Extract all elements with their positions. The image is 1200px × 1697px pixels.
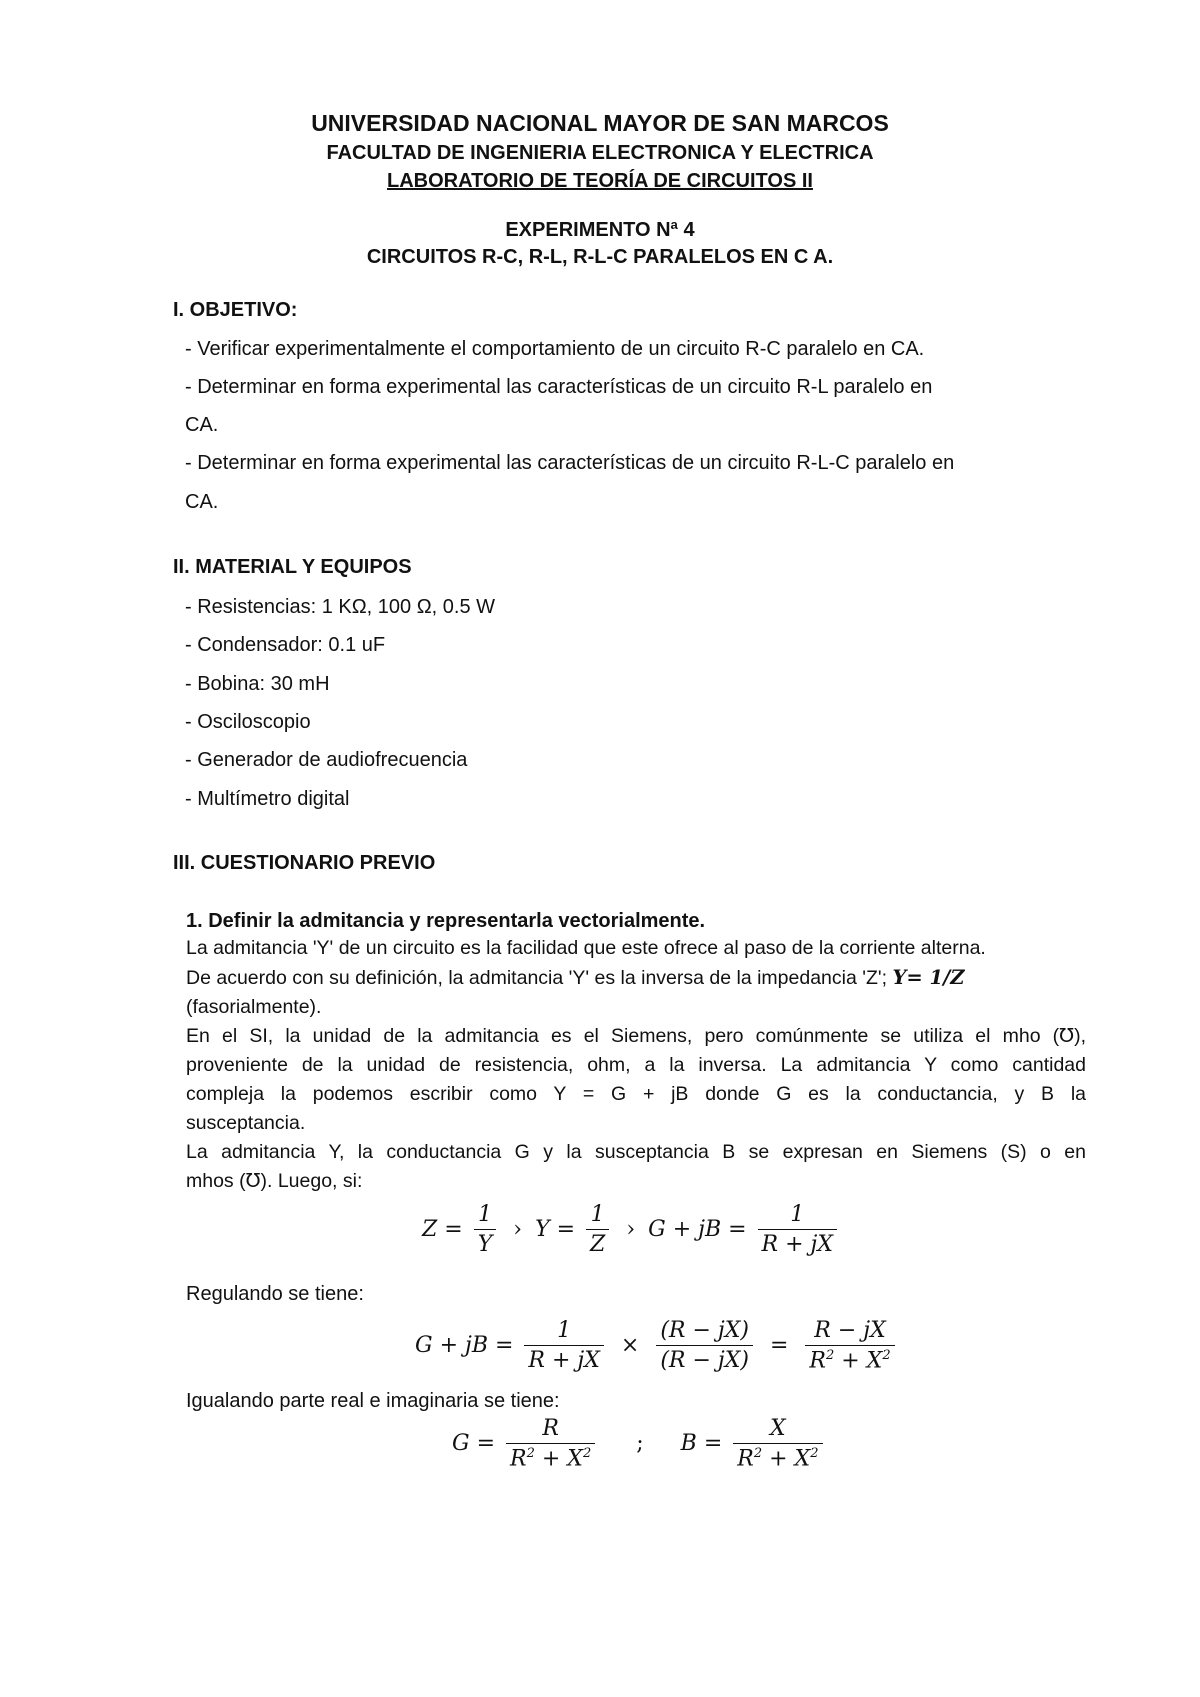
paragraph-line: (fasorialmente). [186, 996, 322, 1018]
experiment-number: EXPERIMENTO Nª 4 [505, 219, 695, 241]
material-heading: II. MATERIAL Y EQUIPOS [173, 556, 412, 578]
formula-term: G + jB = [415, 1333, 514, 1359]
formula-term: Y = [535, 1217, 576, 1242]
fraction [733, 1416, 822, 1471]
numerator: 1 [590, 1202, 605, 1227]
formula-term: Z = [422, 1217, 463, 1242]
material-item: - Generador de audiofrecuencia [185, 749, 468, 771]
denominator: R + jX [524, 1345, 603, 1373]
question-1-title: 1. Definir la admitancia y representarla vectorialmente. [186, 910, 706, 932]
paragraph-line [186, 963, 1086, 993]
numerator: R − jX [814, 1318, 886, 1343]
paragraph-line: susceptancia. [186, 1112, 306, 1134]
university-title: UNIVERSIDAD NACIONAL MAYOR DE SAN MARCOS [311, 110, 889, 136]
denominator [805, 1345, 894, 1373]
objetivo-item: - Verificar experimentalmente el comportamiento de un circuito R-C paralelo en CA. [185, 338, 925, 360]
material-item: - Condensador: 0.1 uF [185, 634, 386, 656]
denominator-term: + X [834, 1348, 883, 1374]
inline-formula: Y= 1/Z [892, 966, 965, 989]
equals-sign: = [769, 1333, 789, 1359]
numerator: R [542, 1416, 559, 1441]
material-item: - Osciloscopio [185, 711, 311, 733]
formula-term: B = [680, 1431, 723, 1457]
numerator: (R − jX) [660, 1318, 749, 1344]
fraction [474, 1202, 497, 1257]
objetivo-item: - Determinar en forma experimental las características de un circuito R-L-C paralelo en [185, 452, 955, 474]
fraction [805, 1318, 894, 1373]
denominator [733, 1443, 822, 1471]
denominator: (R − jX) [656, 1345, 753, 1373]
experiment-topic: CIRCUITOS R-C, R-L, R-L-C PARALELOS EN C A. [366, 246, 834, 268]
exponent: 2 [582, 1446, 592, 1461]
objetivo-item: CA. [185, 491, 219, 513]
formula-g-b [452, 1416, 827, 1471]
material-item: - Multímetro digital [185, 788, 350, 810]
denominator-term: R [737, 1446, 754, 1472]
paragraph-line: compleja la podemos escribir como Y = G + jB donde G es la conductancia, y B la [186, 1083, 1086, 1105]
denominator: Z [586, 1229, 609, 1257]
paragraph-line: proveniente de la unidad de resistencia, ohm, a la inversa. La admitancia Y como cantidad [186, 1054, 1086, 1076]
implies-arrow: › [626, 1217, 636, 1242]
denominator-term: + X [534, 1446, 583, 1472]
numerator: X [770, 1416, 786, 1441]
igualando-text: Igualando parte real e imaginaria se tiene: [186, 1390, 560, 1412]
formula-term: G = [452, 1431, 496, 1457]
times-sign: × [620, 1333, 640, 1359]
numerator: 1 [790, 1202, 805, 1227]
lab-title: LABORATORIO DE TEORÍA DE CIRCUITOS II [387, 170, 813, 192]
objetivo-item: - Determinar en forma experimental las características de un circuito R-L paralelo en [185, 376, 933, 398]
cuestionario-heading: III. CUESTIONARIO PREVIO [173, 852, 436, 874]
numerator: 1 [557, 1318, 572, 1344]
fraction [758, 1202, 837, 1257]
separator: ; [636, 1431, 644, 1457]
paragraph-line: La admitancia Y, la conductancia G y la susceptancia B se expresan en Siemens (S) o en [186, 1141, 1086, 1163]
paragraph-line: La admitancia 'Y' de un circuito es la facilidad que este ofrece al paso de la corriente alterna. [186, 937, 986, 959]
objetivo-heading: I. OBJETIVO: [173, 299, 298, 321]
paragraph-line: mhos (℧). Luego, si: [186, 1170, 363, 1192]
denominator-term: R [809, 1348, 826, 1374]
paragraph-line: En el SI, la unidad de la admitancia es el Siemens, pero comúnmente se utiliza el mho (℧), [186, 1025, 1086, 1047]
denominator-term: + X [762, 1446, 811, 1472]
exponent: 2 [753, 1446, 763, 1461]
material-item: - Bobina: 30 mH [185, 673, 330, 695]
denominator: Y [474, 1229, 497, 1257]
fraction [524, 1318, 603, 1373]
exponent: 2 [810, 1446, 819, 1461]
denominator [506, 1443, 595, 1471]
regulando-text: Regulando se tiene: [186, 1283, 364, 1305]
paragraph-admitancia [186, 934, 1086, 1196]
fraction [656, 1318, 753, 1373]
formula-rationalize [415, 1318, 899, 1373]
exponent: 2 [825, 1348, 835, 1363]
material-item: - Resistencias: 1 KΩ, 100 Ω, 0.5 W [185, 596, 496, 618]
formula-admittance-chain [422, 1202, 841, 1257]
objetivo-item: CA. [185, 414, 219, 436]
denominator-term: R [510, 1446, 527, 1472]
denominator: R + jX [758, 1229, 837, 1257]
formula-term: G + jB = [648, 1217, 747, 1242]
fraction [586, 1202, 609, 1257]
numerator: 1 [477, 1202, 492, 1227]
paragraph-text: De acuerdo con su definición, la admitancia 'Y' es la inversa de la impedancia 'Z'; [186, 967, 888, 989]
fraction [506, 1416, 595, 1471]
exponent: 2 [882, 1348, 891, 1363]
exponent: 2 [526, 1446, 535, 1461]
implies-arrow: › [513, 1217, 523, 1242]
faculty-title: FACULTAD DE INGENIERIA ELECTRONICA Y ELECTRICA [326, 142, 874, 164]
